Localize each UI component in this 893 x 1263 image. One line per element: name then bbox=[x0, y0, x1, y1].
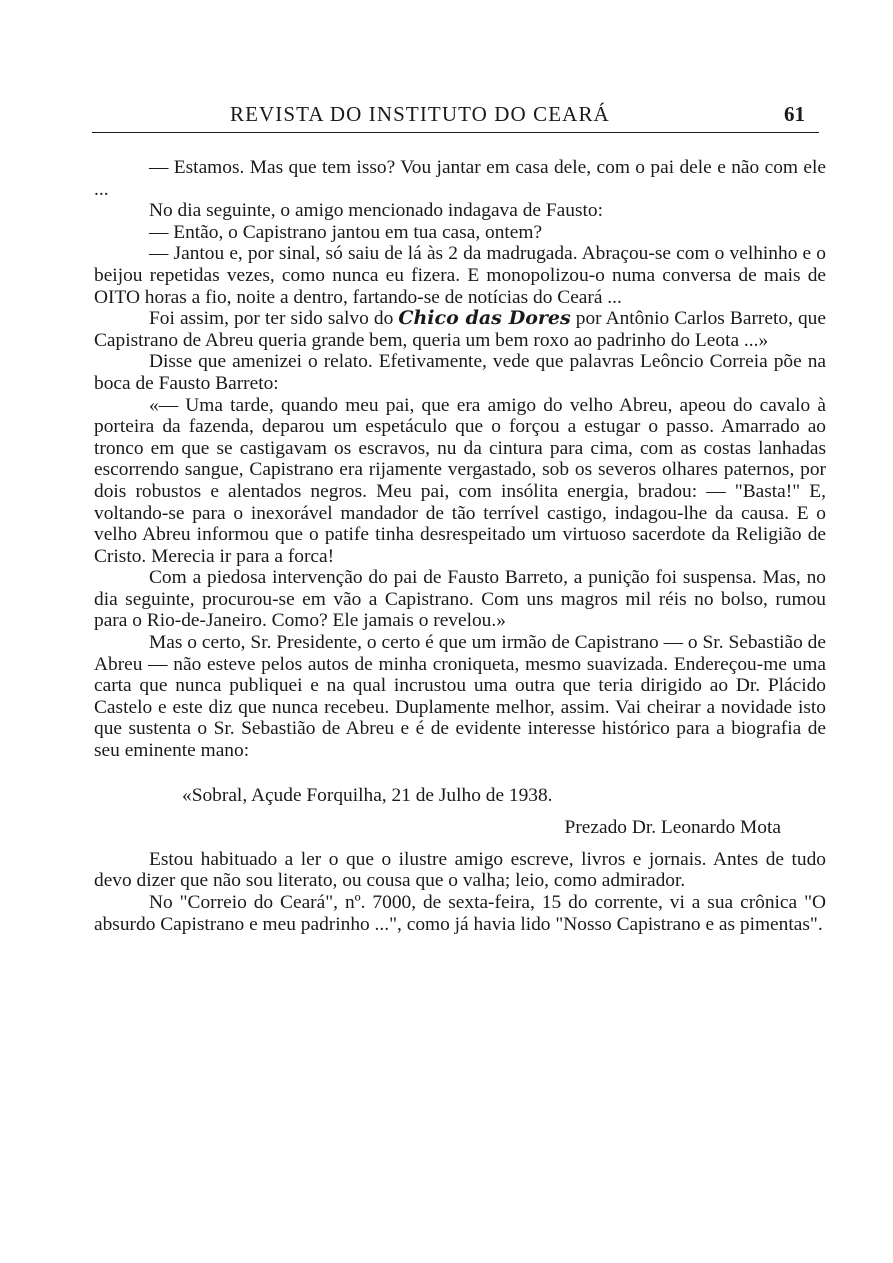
paragraph: No "Correio do Ceará", nº. 7000, de sexta-feira, 15 do corrente, vi a sua crônica "O absurdo Capistrano e meu padrinho ...", como já havia lido "Nosso Capistrano e as pimentas". bbox=[94, 892, 826, 935]
paragraph: — Então, o Capistrano jantou em tua casa, ontem? bbox=[149, 221, 543, 243]
paragraph: — Jantou e, por sinal, só saiu de lá às 2 da madrugada. Abraçou-se com o velhinho e o beijou repetidas vezes, como nunca eu fizera. E monopolizou-o numa conversa de mais de OITO horas a fio, noite a dentro, fartando-se de notícias do Ceará ... bbox=[94, 243, 826, 308]
emphasized-name: Chico das Dores bbox=[398, 307, 571, 330]
page-number: 61 bbox=[784, 102, 805, 126]
journal-title: REVISTA DO INSTITUTO DO CEARÁ bbox=[230, 102, 610, 126]
paragraph bbox=[94, 308, 826, 351]
paragraph: — Estamos. Mas que tem isso? Vou jantar em casa dele, com o pai dele e não com ele ... bbox=[94, 157, 826, 200]
paragraph: Disse que amenizei o relato. Efetivamente, vede que palavras Leôncio Correia põe na boca de Fausto Barreto: bbox=[94, 351, 826, 394]
page-body bbox=[94, 157, 826, 935]
running-header bbox=[92, 100, 819, 133]
letter-salutation: Prezado Dr. Leonardo Mota bbox=[564, 817, 781, 839]
paragraph: Mas o certo, Sr. Presidente, o certo é que um irmão de Capistrano — o Sr. Sebastião de Abreu — não esteve pelos autos de minha croniqueta, mesmo suavizada. Endereçou-me uma carta que nunca publiquei e na qual incrustou uma outra que teria dirigido ao Dr. Plácido Castelo e este diz que nunca recebeu. Duplamente melhor, assim. Vai cheirar a novidade isto que sustenta o Sr. Sebastião de Abreu e é de evidente interesse histórico para a biografia de seu eminente mano: bbox=[94, 632, 826, 762]
paragraph-text: Foi assim, por ter sido salvo do bbox=[149, 308, 399, 330]
paragraph-text: por Antônio Carlos Barreto, que Capistrano de Abreu queria grande bem, queria um bem roxo ao padrinho do Leota ...» bbox=[94, 308, 826, 351]
paragraph: Com a piedosa intervenção do pai de Fausto Barreto, a punição foi suspensa. Mas, no dia seguinte, procurou-se em vão a Capistrano. Com uns magros mil réis no bolso, rumou para o Rio-de-Janeiro. Como? Ele jamais o revelou.» bbox=[94, 567, 826, 632]
quoted-paragraph: «— Uma tarde, quando meu pai, que era amigo do velho Abreu, apeou do cavalo à porteira da fazenda, deparou um espetáculo que o forçou a estugar o passo. Amarrado ao tronco em que se castigavam os escravos, nu da cintura para cima, com as costas lanhadas escorrendo sangue, Capistrano era rijamente vergastado, sob os severos olhares paternos, por dois robustos e alentados negros. Meu pai, com insólita energia, bradou: — "Basta!" E, voltando-se para o inexorável mandador de tão terrível castigo, indagou-lhe da causa. E o velho Abreu informou que o patife tinha desrespeitado um virtuoso sacerdote da Religião de Cristo. Merecia ir para a forca! bbox=[94, 394, 826, 567]
letter-dateline: «Sobral, Açude Forquilha, 21 de Julho de 1938. bbox=[182, 784, 553, 806]
paragraph: No dia seguinte, o amigo mencionado indagava de Fausto: bbox=[149, 200, 603, 222]
paragraph: Estou habituado a ler o que o ilustre amigo escreve, livros e jornais. Antes de tudo devo dizer que não sou literato, ou cousa que o valha; leio, como admirador. bbox=[94, 848, 826, 892]
